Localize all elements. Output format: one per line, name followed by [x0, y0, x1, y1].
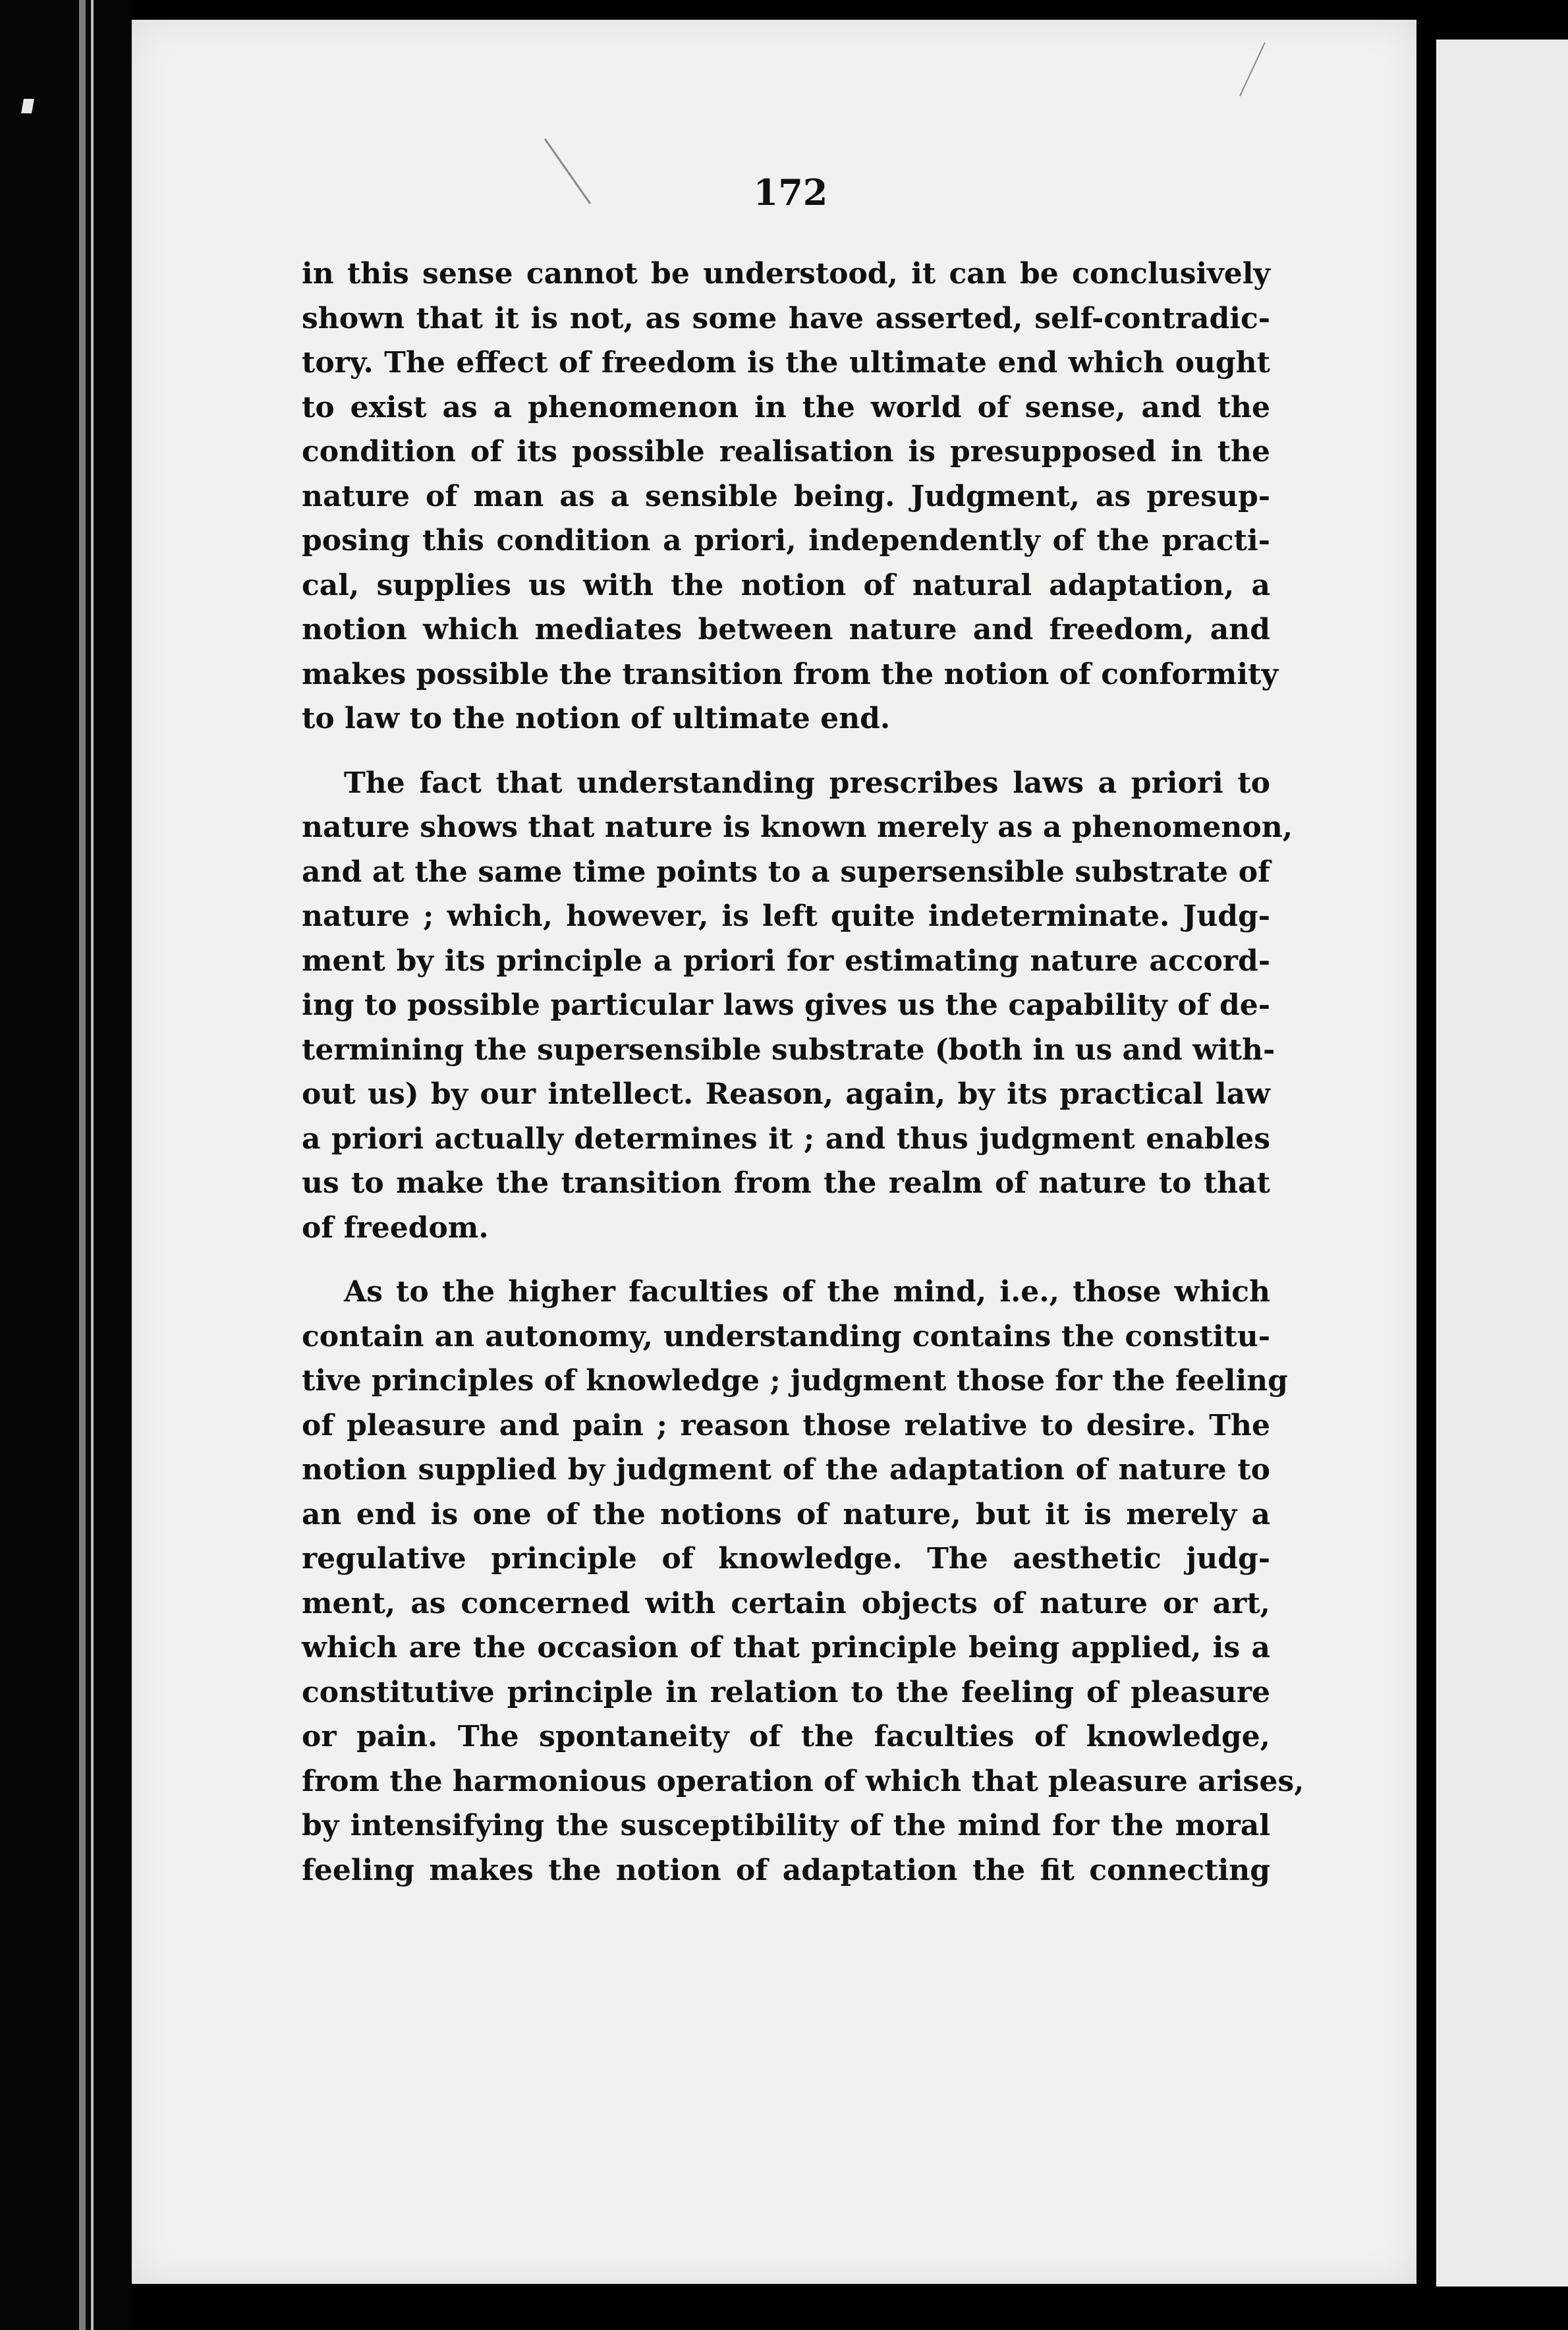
text-line: makes possible the transition from the notion of conformity	[302, 657, 1278, 691]
text-line: shown that it is not, as some have asserted, self-contradic-	[302, 301, 1270, 335]
text-line: of freedom.	[302, 1210, 489, 1245]
text-line: ing to possible particular laws gives us the capability of de-	[302, 988, 1270, 1022]
text-line: nature shows that nature is known merely as a phenomenon,	[302, 810, 1293, 844]
left-binding-line	[79, 0, 86, 2330]
text-line: us to make the transition from the realm of nature to that	[302, 1166, 1270, 1200]
text-line: nature of man as a sensible being. Judgment, as presup-	[302, 479, 1270, 513]
paragraph-3	[302, 1270, 1304, 1892]
facing-page-edge	[1436, 40, 1568, 2287]
body-text	[302, 252, 1304, 1912]
text-line: tory. The effect of freedom is the ultimate end which ought	[302, 346, 1270, 380]
text-line: condition of its possible realisation is presupposed in the	[302, 435, 1270, 469]
text-line: As to the higher faculties of the mind, i.e., those which	[344, 1275, 1270, 1309]
text-line: an end is one of the notions of nature, but it is merely a	[302, 1497, 1270, 1531]
paragraph-2	[302, 761, 1293, 1251]
text-line: tive principles of knowledge ; judgment those for the feeling	[302, 1364, 1288, 1398]
text-line: in this sense cannot be understood, it can be conclusively	[302, 257, 1270, 291]
text-line: which are the occasion of that principle being applied, is a	[302, 1631, 1270, 1664]
text-line: posing this condition a priori, independently of the practi-	[302, 524, 1270, 557]
left-page-edge	[0, 0, 132, 2330]
page-number: 172	[753, 171, 828, 213]
text-line: out us) by our intellect. Reason, again, by its practical law	[302, 1077, 1270, 1111]
text-line: feeling makes the notion of adaptation the fit connecting	[302, 1853, 1270, 1887]
text-line: termining the supersensible substrate (both in us and with-	[302, 1033, 1275, 1067]
text-line: notion supplied by judgment of the adaptation of nature to	[302, 1453, 1270, 1487]
text-line: nature ; which, however, is left quite indeterminate. Judg-	[302, 899, 1270, 933]
text-line: to exist as a phenomenon in the world of sense, and the	[302, 390, 1270, 424]
right-gutter	[1416, 0, 1436, 2330]
text-line: constitutive principle in relation to the feeling of pleasure	[302, 1675, 1270, 1709]
text-line: ment, as concerned with certain objects of nature or art,	[302, 1586, 1270, 1620]
text-line: notion which mediates between nature and freedom, and	[302, 613, 1270, 646]
text-line: by intensifying the susceptibility of the mind for the moral	[302, 1809, 1270, 1842]
text-line: cal, supplies us with the notion of natural adaptation, a	[302, 568, 1270, 602]
left-binding-line-inner	[91, 0, 94, 2330]
text-line: of pleasure and pain ; reason those relative to desire. The	[302, 1408, 1270, 1442]
text-line: and at the same time points to a supersensible substrate of	[302, 855, 1270, 889]
text-line: from the harmonious operation of which that pleasure arises,	[302, 1764, 1304, 1798]
text-line: ment by its principle a priori for estimating nature accord-	[302, 944, 1270, 978]
text-line: or pain. The spontaneity of the faculties of knowledge,	[302, 1720, 1270, 1753]
text-line: contain an autonomy, understanding contains the constitu-	[302, 1319, 1270, 1353]
text-line: a priori actually determines it ; and thus judgment enables	[302, 1122, 1270, 1156]
text-line: The fact that understanding prescribes laws a priori to	[344, 766, 1270, 800]
text-line: to law to the notion of ultimate end.	[302, 702, 891, 735]
paragraph-1	[302, 252, 1278, 741]
text-line: regulative principle of knowledge. The aesthetic judg-	[302, 1542, 1270, 1576]
